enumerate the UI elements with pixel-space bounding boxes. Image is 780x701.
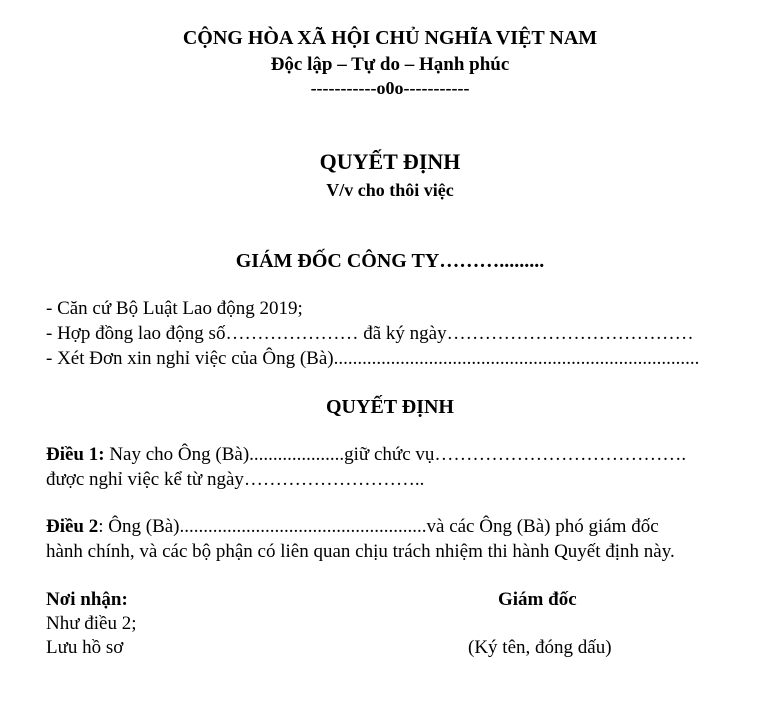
article-2-line-2: hành chính, và các bộ phận có liên quan chịu trách nhiệm thi hành Quyết định này. <box>46 541 675 562</box>
article-label: Điều 2 <box>46 516 99 537</box>
recipient-item: Như điều 2; <box>46 613 137 634</box>
article-label: Điều 1: <box>46 444 105 465</box>
nation-header: CỘNG HÒA XÃ HỘI CHỦ NGHĨA VIỆT NAM <box>182 27 598 49</box>
issuing-authority: GIÁM ĐỐC CÔNG TY………......... <box>235 250 545 272</box>
signature-note: (Ký tên, đóng dấu) <box>468 637 612 658</box>
article-text: Nay cho Ông (Bà)....................giữ chức vụ…………………………………. <box>104 444 687 465</box>
article-1-line-2: được nghỉ việc kể từ ngày……………………….. <box>46 469 425 490</box>
article-1-line-1 <box>46 445 686 464</box>
article-2-line-1 <box>46 517 659 536</box>
signature-title: Giám đốc <box>498 589 577 610</box>
document-title: QUYẾT ĐỊNH <box>319 149 461 174</box>
basis-line: - Căn cứ Bộ Luật Lao động 2019; <box>46 298 303 319</box>
document-subject: V/v cho thôi việc <box>326 180 454 200</box>
basis-line: - Hợp đồng lao động số………………… đã ký ngày………………………………… <box>46 323 694 344</box>
recipients-label: Nơi nhận: <box>46 589 128 610</box>
header-divider: -----------o0o----------- <box>310 78 470 98</box>
recipient-item: Lưu hồ sơ <box>46 637 124 658</box>
article-text: : Ông (Bà)....................................................và các Ông (Bà) phó giám đốc <box>98 516 659 537</box>
motto: Độc lập – Tự do – Hạnh phúc <box>270 54 510 75</box>
basis-line: - Xét Đơn xin nghỉ việc của Ông (Bà)............................................................................. <box>46 348 700 369</box>
decision-heading: QUYẾT ĐỊNH <box>326 396 454 418</box>
